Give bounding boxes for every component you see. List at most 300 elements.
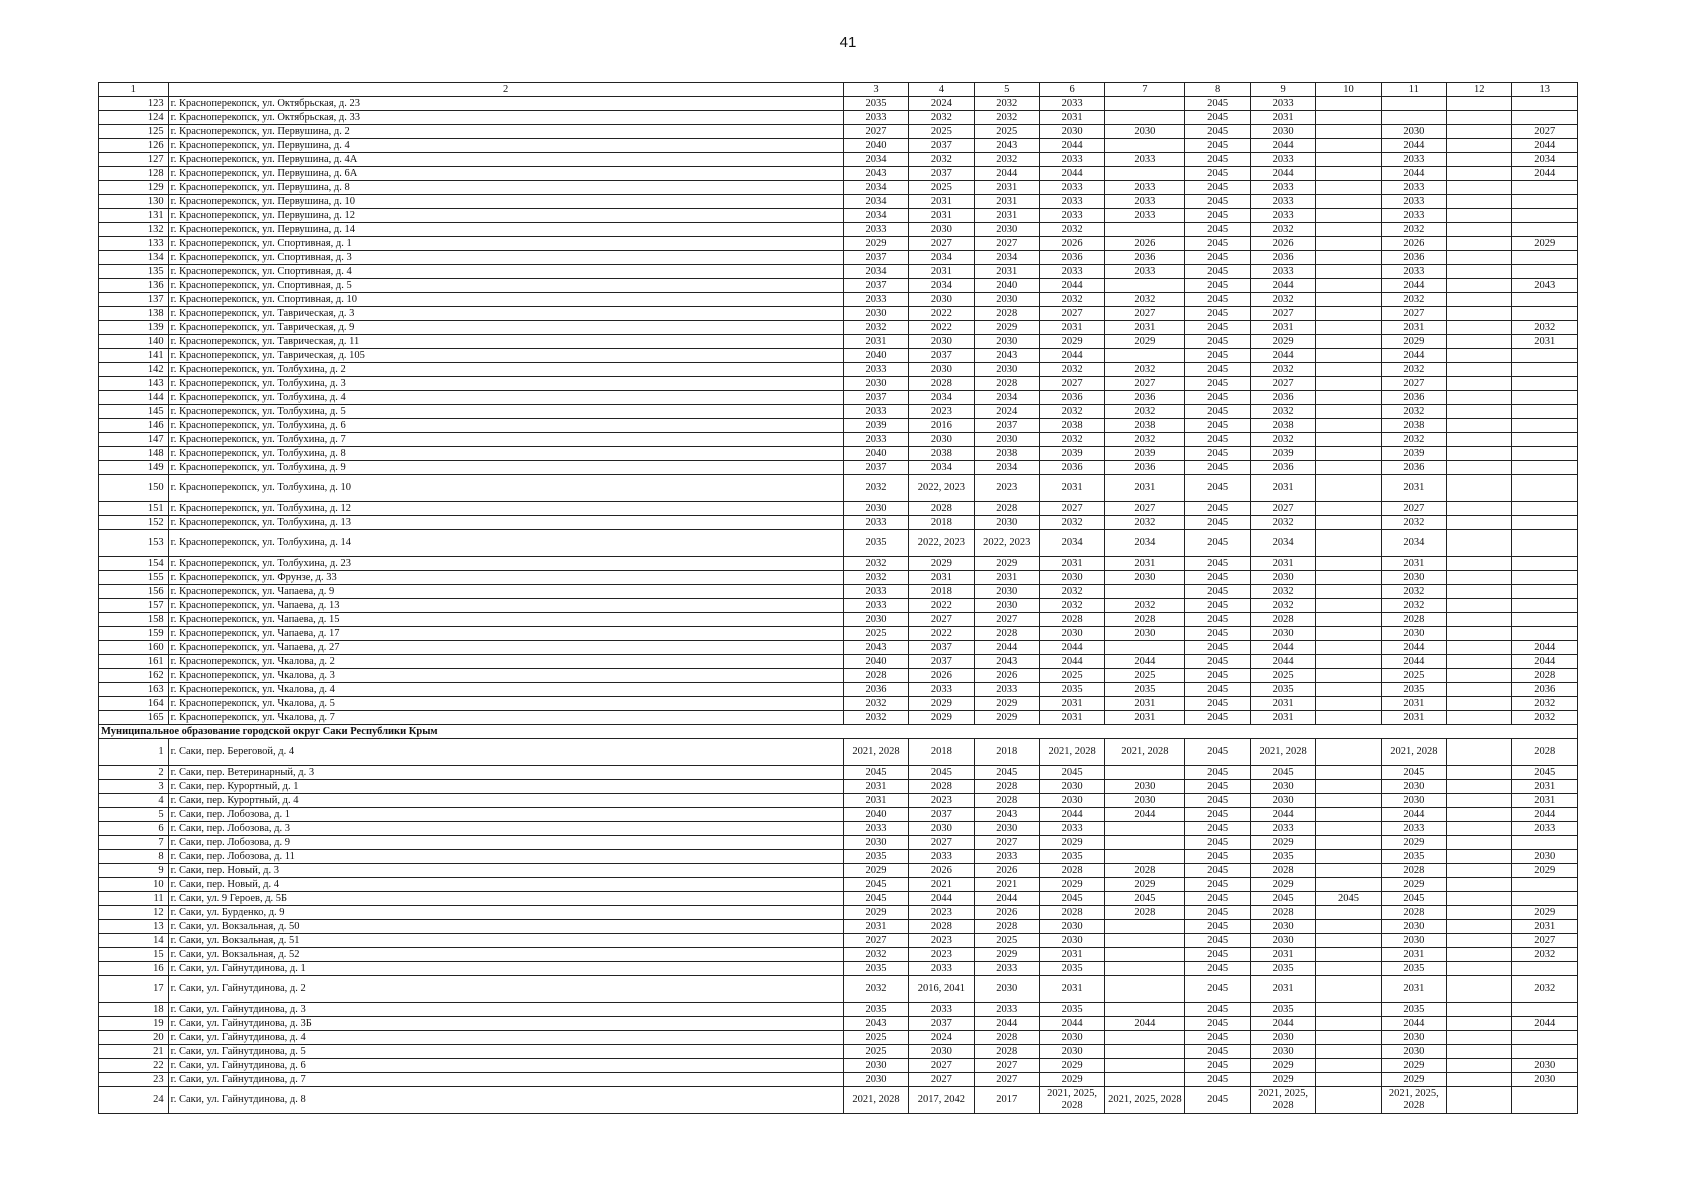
- year-cell: 2045: [1185, 377, 1250, 391]
- row-number-cell: 155: [99, 571, 169, 585]
- year-cell: 2031: [909, 265, 974, 279]
- year-cell: 2027: [974, 237, 1039, 251]
- year-cell: 2036: [1381, 391, 1446, 405]
- row-number-cell: 149: [99, 461, 169, 475]
- address-cell: г. Красноперекопск, ул. Таврическая, д. 105: [168, 349, 843, 363]
- year-cell: 2028: [1250, 864, 1315, 878]
- year-cell: [1105, 349, 1185, 363]
- year-cell: [1512, 627, 1578, 641]
- year-cell: 2043: [1512, 279, 1578, 293]
- year-cell: 2031: [1250, 557, 1315, 571]
- column-header: 9: [1250, 83, 1315, 97]
- year-cell: 2044: [1381, 808, 1446, 822]
- year-cell: [1316, 237, 1381, 251]
- year-cell: 2029: [1381, 1073, 1446, 1087]
- year-cell: [1512, 1003, 1578, 1017]
- year-cell: 2030: [909, 363, 974, 377]
- year-cell: 2027: [843, 934, 908, 948]
- year-cell: 2026: [1039, 237, 1104, 251]
- year-cell: [1512, 502, 1578, 516]
- row-number-cell: 13: [99, 920, 169, 934]
- row-number-cell: 127: [99, 153, 169, 167]
- year-cell: [1447, 1073, 1512, 1087]
- year-cell: 2032: [1039, 433, 1104, 447]
- year-cell: [1447, 962, 1512, 976]
- year-cell: 2033: [1250, 195, 1315, 209]
- year-cell: 2031: [1039, 321, 1104, 335]
- year-cell: 2032: [1039, 405, 1104, 419]
- year-cell: 2038: [1039, 419, 1104, 433]
- year-cell: 2044: [1250, 1017, 1315, 1031]
- year-cell: 2033: [843, 433, 908, 447]
- year-cell: 2032: [1039, 585, 1104, 599]
- year-cell: 2027: [909, 1073, 974, 1087]
- table-row: [99, 516, 1578, 530]
- year-cell: 2044: [974, 167, 1039, 181]
- year-cell: [1105, 948, 1185, 962]
- column-header: 10: [1316, 83, 1381, 97]
- year-cell: [1447, 167, 1512, 181]
- year-cell: [1316, 530, 1381, 557]
- year-cell: 2045: [1185, 627, 1250, 641]
- table-row: [99, 279, 1578, 293]
- year-cell: 2044: [1039, 349, 1104, 363]
- year-cell: [1512, 613, 1578, 627]
- column-header: 8: [1185, 83, 1250, 97]
- year-cell: [1512, 1087, 1578, 1114]
- year-cell: 2030: [974, 293, 1039, 307]
- year-cell: 2032: [1039, 363, 1104, 377]
- year-cell: 2027: [909, 836, 974, 850]
- year-cell: 2033: [843, 405, 908, 419]
- year-cell: 2035: [1381, 683, 1446, 697]
- year-cell: 2030: [1105, 780, 1185, 794]
- year-cell: 2026: [974, 906, 1039, 920]
- year-cell: [1105, 97, 1185, 111]
- year-cell: 2030: [909, 293, 974, 307]
- table-row: [99, 934, 1578, 948]
- year-cell: 2022, 2023: [909, 475, 974, 502]
- year-cell: 2029: [909, 557, 974, 571]
- year-cell: [1447, 181, 1512, 195]
- year-cell: [1447, 878, 1512, 892]
- year-cell: 2032: [1039, 516, 1104, 530]
- year-cell: 2044: [1250, 139, 1315, 153]
- year-cell: 2029: [1039, 1059, 1104, 1073]
- row-number-cell: 165: [99, 711, 169, 725]
- year-cell: 2030: [1381, 934, 1446, 948]
- year-cell: 2045: [1185, 1045, 1250, 1059]
- year-cell: 2031: [974, 195, 1039, 209]
- year-cell: 2024: [909, 97, 974, 111]
- year-cell: 2036: [1250, 461, 1315, 475]
- year-cell: 2044: [1381, 349, 1446, 363]
- year-cell: 2045: [1185, 265, 1250, 279]
- year-cell: 2028: [1512, 739, 1578, 766]
- year-cell: 2045: [1185, 557, 1250, 571]
- year-cell: 2038: [909, 447, 974, 461]
- year-cell: [1316, 349, 1381, 363]
- year-cell: 2029: [1250, 1059, 1315, 1073]
- year-cell: 2030: [843, 1059, 908, 1073]
- year-cell: 2029: [1250, 1073, 1315, 1087]
- year-cell: 2029: [1512, 864, 1578, 878]
- year-cell: 2017: [974, 1087, 1039, 1114]
- year-cell: 2028: [974, 307, 1039, 321]
- year-cell: 2032: [1381, 405, 1446, 419]
- year-cell: 2045: [1185, 669, 1250, 683]
- year-cell: 2032: [843, 948, 908, 962]
- row-number-cell: 134: [99, 251, 169, 265]
- year-cell: 2035: [1250, 962, 1315, 976]
- year-cell: [1105, 111, 1185, 125]
- year-cell: 2030: [1381, 1031, 1446, 1045]
- year-cell: 2037: [909, 349, 974, 363]
- column-header: 4: [909, 83, 974, 97]
- year-cell: 2036: [1105, 391, 1185, 405]
- row-number-cell: 6: [99, 822, 169, 836]
- row-number-cell: 153: [99, 530, 169, 557]
- year-cell: [1105, 920, 1185, 934]
- year-cell: 2026: [1250, 237, 1315, 251]
- year-cell: 2033: [1381, 181, 1446, 195]
- address-cell: г. Красноперекопск, ул. Первушина, д. 4А: [168, 153, 843, 167]
- year-cell: 2043: [843, 1017, 908, 1031]
- year-cell: 2034: [843, 195, 908, 209]
- address-cell: г. Саки, ул. Гайнутдинова, д. 3Б: [168, 1017, 843, 1031]
- table-row: [99, 976, 1578, 1003]
- table-row: [99, 613, 1578, 627]
- year-cell: 2033: [1105, 209, 1185, 223]
- year-cell: 2036: [1039, 391, 1104, 405]
- year-cell: 2033: [843, 223, 908, 237]
- year-cell: 2032: [1250, 433, 1315, 447]
- table-row: [99, 1017, 1578, 1031]
- year-cell: [1447, 836, 1512, 850]
- year-cell: [1316, 571, 1381, 585]
- year-cell: 2045: [1185, 794, 1250, 808]
- year-cell: 2045: [843, 878, 908, 892]
- year-cell: 2031: [1512, 335, 1578, 349]
- row-number-cell: 162: [99, 669, 169, 683]
- year-cell: 2045: [1185, 571, 1250, 585]
- year-cell: 2044: [974, 892, 1039, 906]
- year-cell: [1512, 585, 1578, 599]
- year-cell: 2025: [843, 627, 908, 641]
- year-cell: [1447, 669, 1512, 683]
- year-cell: 2032: [843, 697, 908, 711]
- table-row: [99, 1059, 1578, 1073]
- table-row: [99, 97, 1578, 111]
- year-cell: 2043: [974, 139, 1039, 153]
- year-cell: [1447, 585, 1512, 599]
- year-cell: 2021, 2028: [1250, 739, 1315, 766]
- year-cell: 2035: [1381, 962, 1446, 976]
- year-cell: 2034: [1381, 530, 1446, 557]
- year-cell: [1105, 223, 1185, 237]
- column-header: 11: [1381, 83, 1446, 97]
- year-cell: 2031: [843, 920, 908, 934]
- address-cell: г. Красноперекопск, ул. Толбухина, д. 23: [168, 557, 843, 571]
- year-cell: 2034: [909, 461, 974, 475]
- address-cell: г. Красноперекопск, ул. Толбухина, д. 9: [168, 461, 843, 475]
- row-number-cell: 128: [99, 167, 169, 181]
- row-number-cell: 154: [99, 557, 169, 571]
- year-cell: [1316, 307, 1381, 321]
- year-cell: 2029: [909, 697, 974, 711]
- year-cell: 2029: [1250, 836, 1315, 850]
- year-cell: [1447, 655, 1512, 669]
- year-cell: 2029: [1039, 335, 1104, 349]
- year-cell: 2033: [1039, 209, 1104, 223]
- year-cell: [1105, 641, 1185, 655]
- row-number-cell: 19: [99, 1017, 169, 1031]
- year-cell: 2033: [843, 516, 908, 530]
- year-cell: 2045: [1185, 433, 1250, 447]
- year-cell: [1316, 335, 1381, 349]
- year-cell: 2036: [1512, 683, 1578, 697]
- year-cell: 2035: [1381, 850, 1446, 864]
- year-cell: 2024: [909, 1031, 974, 1045]
- page-number: 41: [839, 34, 857, 51]
- year-cell: [1316, 878, 1381, 892]
- year-cell: [1316, 1031, 1381, 1045]
- year-cell: 2035: [1381, 1003, 1446, 1017]
- year-cell: 2023: [909, 405, 974, 419]
- year-cell: 2030: [1039, 571, 1104, 585]
- year-cell: [1447, 321, 1512, 335]
- row-number-cell: 22: [99, 1059, 169, 1073]
- year-cell: 2032: [1250, 516, 1315, 530]
- year-cell: 2035: [843, 97, 908, 111]
- year-cell: 2031: [1512, 920, 1578, 934]
- year-cell: 2045: [1039, 892, 1104, 906]
- table-row: [99, 307, 1578, 321]
- year-cell: [1512, 571, 1578, 585]
- year-cell: 2043: [974, 655, 1039, 669]
- year-cell: 2030: [1381, 571, 1446, 585]
- year-cell: [1316, 223, 1381, 237]
- year-cell: [1447, 1059, 1512, 1073]
- year-cell: 2033: [1105, 195, 1185, 209]
- year-cell: [1316, 766, 1381, 780]
- row-number-cell: 125: [99, 125, 169, 139]
- year-cell: 2031: [1250, 321, 1315, 335]
- year-cell: 2026: [974, 669, 1039, 683]
- year-cell: [1447, 125, 1512, 139]
- address-cell: г. Красноперекопск, ул. Чкалова, д. 3: [168, 669, 843, 683]
- table-row: [99, 111, 1578, 125]
- year-cell: [1381, 97, 1446, 111]
- year-cell: 2045: [1185, 461, 1250, 475]
- year-cell: 2044: [1381, 139, 1446, 153]
- year-cell: [1447, 1045, 1512, 1059]
- year-cell: 2036: [1381, 461, 1446, 475]
- row-number-cell: 138: [99, 307, 169, 321]
- year-cell: 2026: [909, 864, 974, 878]
- year-cell: 2032: [974, 153, 1039, 167]
- year-cell: 2045: [1185, 948, 1250, 962]
- address-cell: г. Саки, ул. Вокзальная, д. 52: [168, 948, 843, 962]
- year-cell: 2032: [843, 321, 908, 335]
- year-cell: 2032: [1381, 585, 1446, 599]
- table-body-krasnoperekopsk: [99, 97, 1578, 725]
- year-cell: 2031: [843, 794, 908, 808]
- year-cell: 2044: [1381, 279, 1446, 293]
- address-cell: г. Красноперекопск, ул. Первушина, д. 12: [168, 209, 843, 223]
- year-cell: [1316, 321, 1381, 335]
- year-cell: 2028: [843, 669, 908, 683]
- year-cell: [1105, 850, 1185, 864]
- year-cell: 2039: [1250, 447, 1315, 461]
- year-cell: 2028: [974, 780, 1039, 794]
- year-cell: 2045: [1185, 475, 1250, 502]
- row-number-cell: 157: [99, 599, 169, 613]
- year-cell: 2027: [1250, 307, 1315, 321]
- year-cell: 2022: [909, 627, 974, 641]
- year-cell: 2045: [1185, 1017, 1250, 1031]
- table-row: [99, 502, 1578, 516]
- year-cell: 2028: [1381, 613, 1446, 627]
- row-number-cell: 159: [99, 627, 169, 641]
- year-cell: 2029: [843, 906, 908, 920]
- year-cell: [1105, 585, 1185, 599]
- year-cell: [1105, 1031, 1185, 1045]
- row-number-cell: 130: [99, 195, 169, 209]
- year-cell: [1512, 349, 1578, 363]
- table-row: [99, 447, 1578, 461]
- year-cell: 2027: [974, 1059, 1039, 1073]
- year-cell: 2030: [1250, 920, 1315, 934]
- year-cell: [1447, 976, 1512, 1003]
- year-cell: 2025: [909, 125, 974, 139]
- year-cell: 2031: [974, 209, 1039, 223]
- row-number-cell: 152: [99, 516, 169, 530]
- year-cell: 2028: [974, 920, 1039, 934]
- year-cell: [1316, 181, 1381, 195]
- row-number-cell: 18: [99, 1003, 169, 1017]
- address-cell: г. Красноперекопск, ул. Спортивная, д. 5: [168, 279, 843, 293]
- year-cell: [1447, 850, 1512, 864]
- year-cell: 2025: [1039, 669, 1104, 683]
- year-cell: 2045: [909, 766, 974, 780]
- year-cell: 2037: [909, 1017, 974, 1031]
- year-cell: 2031: [1381, 557, 1446, 571]
- year-cell: 2032: [1381, 433, 1446, 447]
- year-cell: 2031: [974, 265, 1039, 279]
- year-cell: [1512, 377, 1578, 391]
- year-cell: 2030: [1250, 571, 1315, 585]
- year-cell: 2044: [1250, 641, 1315, 655]
- year-cell: 2030: [1250, 794, 1315, 808]
- year-cell: 2034: [974, 251, 1039, 265]
- year-cell: [1447, 377, 1512, 391]
- year-cell: 2028: [1381, 906, 1446, 920]
- year-cell: 2021, 2025, 2028: [1105, 1087, 1185, 1114]
- year-cell: 2045: [1185, 780, 1250, 794]
- year-cell: [1105, 139, 1185, 153]
- year-cell: [1316, 934, 1381, 948]
- year-cell: [1316, 195, 1381, 209]
- year-cell: 2032: [1381, 363, 1446, 377]
- year-cell: 2025: [909, 181, 974, 195]
- year-cell: 2030: [1105, 627, 1185, 641]
- address-cell: г. Красноперекопск, ул. Фрунзе, д. 33: [168, 571, 843, 585]
- year-cell: [1447, 766, 1512, 780]
- year-cell: 2030: [1039, 794, 1104, 808]
- year-cell: 2035: [843, 1003, 908, 1017]
- year-cell: 2029: [974, 697, 1039, 711]
- year-cell: 2034: [843, 181, 908, 195]
- year-cell: 2031: [1512, 780, 1578, 794]
- year-cell: [1512, 419, 1578, 433]
- year-cell: 2031: [843, 780, 908, 794]
- year-cell: 2045: [1185, 97, 1250, 111]
- year-cell: [1447, 1017, 1512, 1031]
- address-cell: г. Красноперекопск, ул. Толбухина, д. 14: [168, 530, 843, 557]
- year-cell: [1447, 209, 1512, 223]
- row-number-cell: 12: [99, 906, 169, 920]
- year-cell: 2026: [974, 864, 1039, 878]
- year-cell: 2030: [909, 223, 974, 237]
- year-cell: 2028: [1039, 864, 1104, 878]
- year-cell: 2037: [843, 461, 908, 475]
- year-cell: 2037: [843, 279, 908, 293]
- year-cell: 2045: [1185, 125, 1250, 139]
- year-cell: 2034: [1105, 530, 1185, 557]
- year-cell: 2035: [1250, 1003, 1315, 1017]
- table-row: [99, 1045, 1578, 1059]
- year-cell: [1316, 739, 1381, 766]
- year-cell: 2033: [1250, 209, 1315, 223]
- year-cell: 2031: [909, 209, 974, 223]
- year-cell: 2032: [1105, 293, 1185, 307]
- year-cell: 2031: [1039, 948, 1104, 962]
- year-cell: 2044: [1512, 808, 1578, 822]
- year-cell: [1316, 557, 1381, 571]
- year-cell: 2035: [843, 962, 908, 976]
- year-cell: [1316, 419, 1381, 433]
- year-cell: 2021, 2028: [1039, 739, 1104, 766]
- year-cell: 2029: [1250, 878, 1315, 892]
- year-cell: 2030: [1039, 920, 1104, 934]
- address-cell: г. Красноперекопск, ул. Октябрьская, д. 33: [168, 111, 843, 125]
- year-cell: 2029: [974, 948, 1039, 962]
- row-number-cell: 133: [99, 237, 169, 251]
- year-cell: 2030: [909, 335, 974, 349]
- table-row: [99, 433, 1578, 447]
- year-cell: 2025: [843, 1045, 908, 1059]
- year-cell: [1512, 1031, 1578, 1045]
- row-number-cell: 8: [99, 850, 169, 864]
- year-cell: 2035: [843, 850, 908, 864]
- year-cell: [1316, 683, 1381, 697]
- year-cell: [1447, 461, 1512, 475]
- year-cell: [1512, 307, 1578, 321]
- address-cell: г. Красноперекопск, ул. Первушина, д. 4: [168, 139, 843, 153]
- row-number-cell: 7: [99, 836, 169, 850]
- year-cell: 2045: [1185, 195, 1250, 209]
- year-cell: 2031: [1381, 711, 1446, 725]
- table-row: [99, 1031, 1578, 1045]
- year-cell: 2032: [1381, 223, 1446, 237]
- year-cell: 2027: [974, 1073, 1039, 1087]
- year-cell: 2045: [1185, 419, 1250, 433]
- year-cell: 2032: [1512, 321, 1578, 335]
- year-cell: [1447, 1087, 1512, 1114]
- row-number-cell: 140: [99, 335, 169, 349]
- year-cell: 2029: [974, 711, 1039, 725]
